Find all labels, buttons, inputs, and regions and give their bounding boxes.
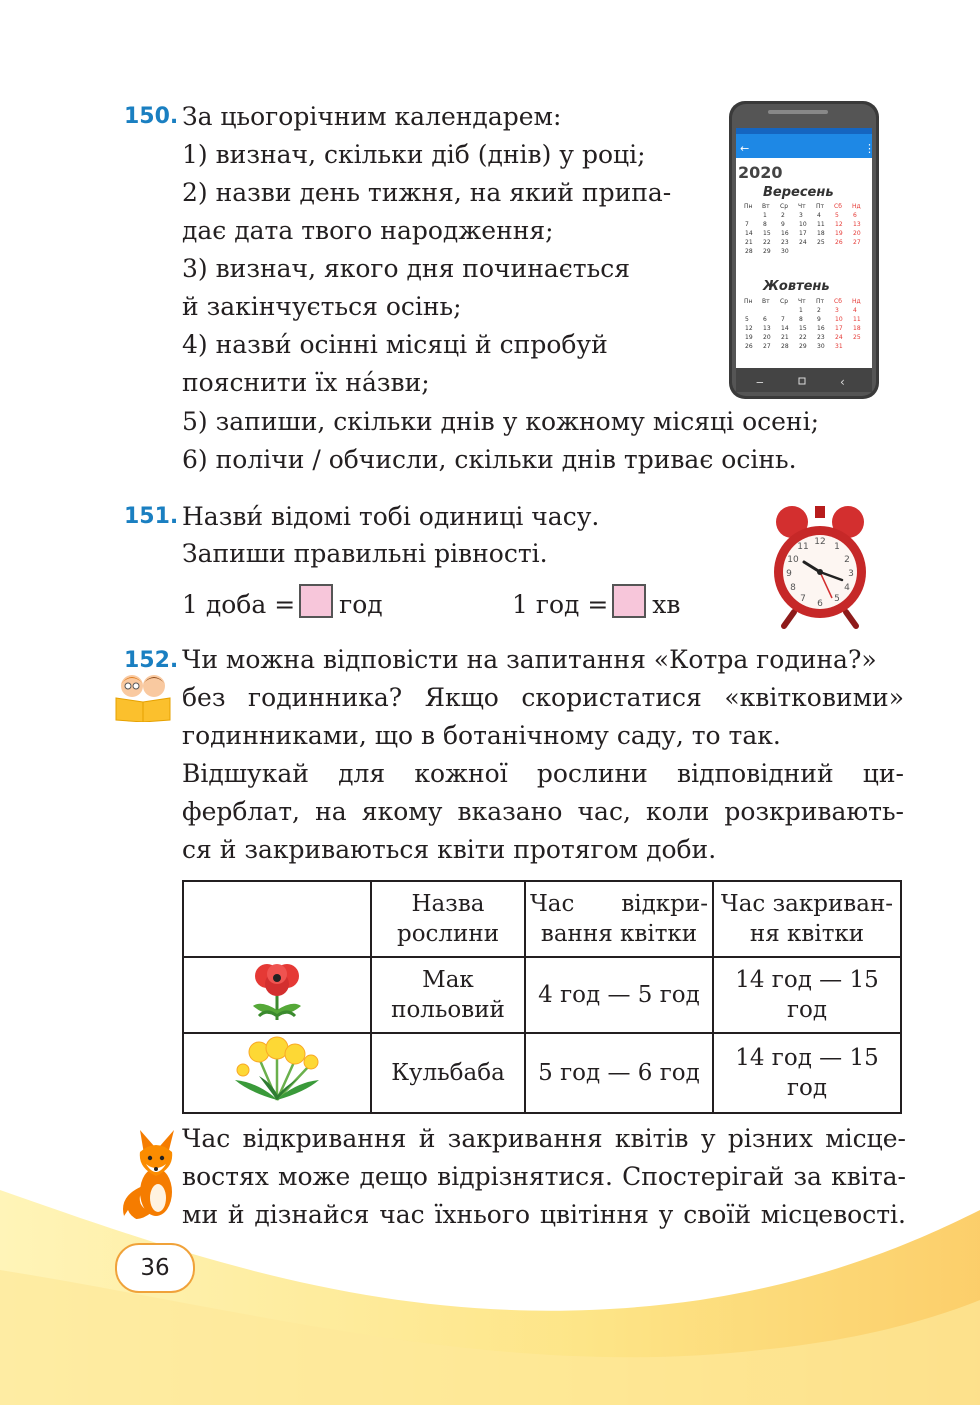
calendar-day: 24 [799, 239, 807, 246]
table-row [183, 1033, 901, 1113]
answer-box-minutes[interactable] [612, 584, 646, 618]
calendar-weekday-label: Пт [816, 203, 825, 210]
calendar-day: 18 [817, 230, 825, 237]
task150-line-5: 3) визнач, якого дня починається [182, 254, 630, 283]
table-cell-open-time: 4 год — 5 год [525, 957, 713, 1033]
table-cell-plant: Кульбаба [371, 1033, 525, 1113]
svg-text:3: 3 [848, 569, 854, 579]
equation-2-unit: хв [652, 590, 681, 619]
task152-line-5: ферблат, на якому вказано час, коли розкривають- [182, 797, 904, 826]
calendar-day: 15 [763, 230, 771, 237]
calendar-day: 1 [763, 212, 767, 219]
task150-line-2: 1) визнач, скільки діб (днів) у році; [182, 140, 646, 169]
calendar-day: 26 [745, 343, 753, 350]
calendar-day: 15 [799, 325, 807, 332]
calendar-weekday-label: Сб [834, 203, 842, 210]
calendar-weekday-label: Пт [816, 298, 825, 305]
task152-paragraph [182, 679, 904, 869]
calendar-day: 7 [745, 221, 749, 228]
svg-text:‒: ‒ [756, 375, 764, 389]
svg-text:4: 4 [844, 583, 850, 593]
calendar-day: 22 [763, 239, 771, 246]
calendar-day: 12 [835, 221, 843, 228]
calendar-day: 17 [799, 230, 807, 237]
calendar-day: 12 [745, 325, 753, 332]
svg-text:8: 8 [790, 583, 796, 593]
note-line-3: ми й дізнайся час їхнього цвітіння у своїй місцевості. [182, 1200, 906, 1229]
equation-hour-minutes [512, 584, 680, 624]
calendar-day: 24 [835, 334, 843, 341]
page-number: 36 [115, 1243, 195, 1293]
flower-clock-table [182, 880, 902, 1114]
calendar-day: 13 [763, 325, 771, 332]
task152-line-1: Чи можна відповісти на запитання «Котра година?» [182, 645, 877, 674]
task150-line-4: дає дата твого народження; [182, 216, 554, 245]
note-line-2: востях може дещо відрізнятися. Спостерігай за квіта- [182, 1162, 906, 1191]
calendar-weekday-label: Пн [744, 203, 753, 210]
task150-line-10: 6) полічи / обчисли, скільки днів триває осінь. [182, 445, 797, 474]
calendar-day: 21 [745, 239, 753, 246]
calendar-weekday-label: Вт [762, 298, 770, 305]
calendar-day: 29 [799, 343, 807, 350]
table-header-open: Час відкри- вання квітки [525, 881, 713, 957]
svg-text:⋮: ⋮ [864, 142, 875, 155]
calendar-weekday-label: Нд [852, 203, 861, 210]
calendar-day: 28 [745, 248, 753, 255]
table-cell-close-time: 14 год — 15 год [713, 957, 901, 1033]
calendar-day: 14 [781, 325, 789, 332]
calendar-day: 19 [835, 230, 843, 237]
task150-line-8: пояснити їх на́зви; [182, 368, 430, 397]
svg-text:12: 12 [814, 537, 826, 547]
calendar-day: 23 [781, 239, 789, 246]
phone-calendar-illustration [728, 100, 880, 400]
task-number-151: 151. [124, 504, 179, 529]
calendar-day: 21 [781, 334, 789, 341]
answer-box-hours[interactable] [299, 584, 333, 618]
calendar-day: 11 [853, 316, 861, 323]
note-paragraph [182, 1120, 906, 1234]
svg-text:2: 2 [844, 555, 850, 565]
calendar-day: 20 [763, 334, 771, 341]
calendar-day: 27 [763, 343, 771, 350]
calendar-day: 2 [817, 307, 821, 314]
task150-line-9: 5) запиши, скільки днів у кожному місяці осені; [182, 407, 819, 436]
task-number-152: 152. [124, 648, 179, 673]
task150-line-1: За цьогорічним календарем: [182, 102, 562, 131]
calendar-day: 16 [817, 325, 825, 332]
calendar-day: 5 [745, 316, 749, 323]
svg-text:‹: ‹ [840, 375, 845, 389]
alarm-clock-icon [770, 500, 870, 630]
calendar-day: 2 [781, 212, 785, 219]
calendar-day: 9 [781, 221, 785, 228]
calendar-day: 7 [781, 316, 785, 323]
svg-text:6: 6 [817, 599, 823, 609]
calendar-month-2: Жовтень [763, 279, 830, 294]
task152-line-4: Відшукай для кожної рослини відповідний ци- [182, 759, 904, 788]
task150-line-6: й закінчується осінь; [182, 292, 462, 321]
calendar-weekday-label: Сб [834, 298, 842, 305]
calendar-day: 23 [817, 334, 825, 341]
svg-text:10: 10 [787, 555, 799, 565]
equation-2-left: 1 год = [512, 590, 609, 619]
calendar-weekday-label: Ср [780, 298, 788, 305]
calendar-day: 4 [817, 212, 821, 219]
calendar-day: 5 [835, 212, 839, 219]
calendar-day: 3 [835, 307, 839, 314]
calendar-day: 25 [817, 239, 825, 246]
table-header-plant: Назва рослини [371, 881, 525, 957]
calendar-day: 26 [835, 239, 843, 246]
calendar-weekday-label: Нд [852, 298, 861, 305]
calendar-day: 6 [763, 316, 767, 323]
table-cell-plant: Мак польовий [371, 957, 525, 1033]
calendar-day: 10 [799, 221, 807, 228]
task152-line-3: годинниками, що в ботанічному саду, то так. [182, 721, 781, 750]
calendar-day: 14 [745, 230, 753, 237]
svg-text:1: 1 [834, 542, 840, 552]
task150-line-7: 4) назви́ осінні місяці й спробуй [182, 330, 608, 359]
calendar-day: 30 [781, 248, 789, 255]
table-cell-image [183, 1033, 371, 1113]
calendar-day: 13 [853, 221, 861, 228]
note-line-1: Час відкривання й закривання квітів у різних місце- [182, 1124, 906, 1153]
task151-line-2: Запиши правильні рівності. [182, 539, 548, 568]
calendar-day: 29 [763, 248, 771, 255]
calendar-day: 1 [799, 307, 803, 314]
calendar-day: 6 [853, 212, 857, 219]
calendar-day: 4 [853, 307, 857, 314]
children-reading-book-icon [108, 672, 178, 722]
table-header-empty [183, 881, 371, 957]
calendar-weekday-label: Чт [798, 298, 806, 305]
calendar-day: 25 [853, 334, 861, 341]
calendar-weekday-label: Вт [762, 203, 770, 210]
calendar-day: 30 [817, 343, 825, 350]
calendar-day: 31 [835, 343, 843, 350]
equation-1-unit: год [339, 590, 383, 619]
calendar-day: 8 [799, 316, 803, 323]
calendar-day: 27 [853, 239, 861, 246]
table-cell-open-time: 5 год — 6 год [525, 1033, 713, 1113]
calendar-day: 8 [763, 221, 767, 228]
calendar-day: 19 [745, 334, 753, 341]
svg-text:11: 11 [797, 542, 809, 552]
svg-text:7: 7 [800, 594, 806, 604]
svg-text:9: 9 [786, 569, 792, 579]
svg-text:←: ← [740, 142, 750, 155]
calendar-day: 18 [853, 325, 861, 332]
calendar-day: 17 [835, 325, 843, 332]
calendar-day: 10 [835, 316, 843, 323]
fox-icon [118, 1124, 182, 1224]
calendar-weekday-label: Чт [798, 203, 806, 210]
task152-line-6: ся й закриваються квіти протягом доби. [182, 835, 717, 864]
calendar-weekday-label: Пн [744, 298, 753, 305]
task150-line-3: 2) назви день тижня, на який припа- [182, 178, 672, 207]
calendar-day: 11 [817, 221, 825, 228]
svg-text:5: 5 [834, 594, 840, 604]
calendar-day: 20 [853, 230, 861, 237]
task151-line-1: Назви́ відомі тобі одиниці часу. [182, 502, 600, 531]
dandelion-icon [229, 1036, 325, 1102]
task152-line-2: без годинника? Якщо скористатися «квітковими» [182, 683, 904, 712]
equation-day-hours [182, 584, 383, 624]
calendar-month-1: Вересень [763, 185, 834, 200]
calendar-year: 2020 [738, 163, 783, 182]
calendar-day: 3 [799, 212, 803, 219]
calendar-weekday-label: Ср [780, 203, 788, 210]
task-number-150: 150. [124, 104, 179, 129]
equation-1-left: 1 доба = [182, 590, 296, 619]
table-row [183, 957, 901, 1033]
calendar-day: 28 [781, 343, 789, 350]
poppy-icon [247, 960, 307, 1022]
calendar-day: 9 [817, 316, 821, 323]
table-header-close: Час закриван- ня квітки [713, 881, 901, 957]
calendar-day: 22 [799, 334, 807, 341]
table-cell-close-time: 14 год — 15 год [713, 1033, 901, 1113]
table-cell-image [183, 957, 371, 1033]
calendar-day: 16 [781, 230, 789, 237]
